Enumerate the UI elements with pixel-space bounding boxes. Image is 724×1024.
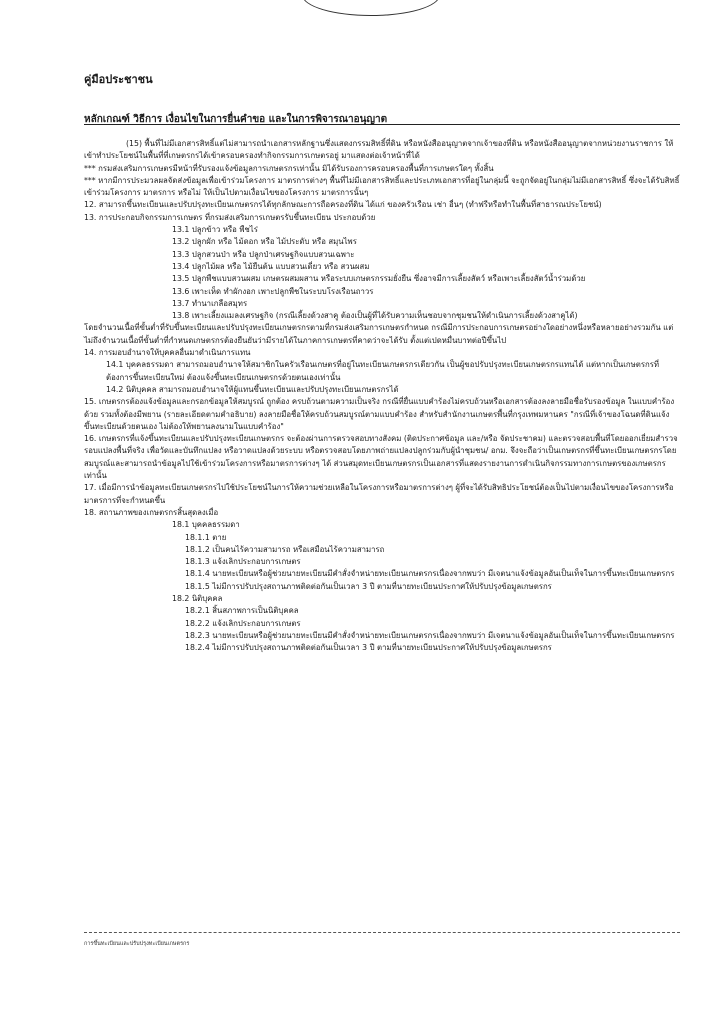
item-12: 12. สามารถขึ้นทะเบียนและปรับปรุงทะเบียนเกษตรกรได้ทุกลักษณะการถือครองที่ดิน ได้แก่ ของครัวเรือน เช่า อื่นๆ (ทำฟรีหรือทำในพื้นที่สาธารณประโยชน์) — [84, 200, 602, 210]
item-16: 16. เกษตรกรที่แจ้งขึ้นทะเบียนและปรับปรุงทะเบียนเกษตรกร จะต้องผ่านการตรวจสอบทางสังคม (ติดประกาศข้อมูล และ/หรือ จัดประชาคม) และตรวจสอบพื้นที่โดยออกเยี่ยมสำรวจรอบแปลงพื้นที่จริง เพื่อวัดและบันทึกแปลง หรือวาดแปลงด้วยระบบ หรือตรวจสอบโดยภาพถ่ายแปลงปลูกร่วมกับผู้นำชุมชน/ อกม. จึงจะถือว่าเป็นเกษตรกรที่ขึ้นทะเบียนเกษตรกรโดยสมบูรณ์และสามารถนำข้อมูลไปใช้เข้าร่วมโครงการหรือมาตรการต่างๆ ได้ ส่วนสมุดทะเบียนเกษตรกรเป็นเอกสารที่แสดงรายงานการดำเนินกิจกรรมทางการเกษตรของเกษตรกรเท่านั้น — [84, 434, 678, 481]
item-18-2-4: 18.2.4 ไม่มีการปรับปรุงสถานภาพติดต่อกันเป็นเวลา 3 ปี ตามที่นายทะเบียนประกาศให้ปรับปรุงข้อมูลเกษตรกร — [185, 643, 552, 653]
header-divider — [84, 124, 680, 125]
item-13-5: 13.5 ปลูกพืชแบบสวนผสม เกษตรผสมผสาน หรือระบบเกษตรกรรมยั่งยืน ซึ่งอาจมีการเลี้ยงสัตว์ หรือเพาะเลี้ยงสัตว์น้ำร่วมด้วย — [172, 274, 586, 284]
item-13-6: 13.6 เพาะเห็ด ทำผักงอก เพาะปลูกพืชในระบบโรงเรือนถาวร — [172, 286, 374, 296]
item-18-1-2: 18.1.2 เป็นคนไร้ความสามารถ หรือเสมือนไร้ความสามารถ — [185, 544, 385, 554]
item-18-1-4: 18.1.4 นายทะเบียนหรือผู้ช่วยนายทะเบียนมีคำสั่งจำหน่ายทะเบียนเกษตรกรเนื่องจากพบว่า มีเจตนาแจ้งข้อมูลอันเป็นเท็จในการขึ้นทะเบียนเกษตรกร — [185, 569, 675, 579]
item-13-4: 13.4 ปลูกไม้ผล หรือ ไม้ยืนต้น แบบสวนเดี่ยว หรือ สวนผสม — [172, 261, 370, 271]
item-18-2-3: 18.2.3 นายทะเบียนหรือผู้ช่วยนายทะเบียนมีคำสั่งจำหน่ายทะเบียนเกษตรกรเนื่องจากพบว่า มีเจตนาแจ้งข้อมูลอันเป็นเท็จในการขึ้นทะเบียนเกษตรกร — [185, 630, 675, 640]
item-14-1: 14.1 บุคคลธรรมดา สามารถมอบอำนาจให้สมาชิกในครัวเรือนเกษตรที่อยู่ในทะเบียนเกษตรกรเดียวกัน เป็นผู้ขอปรับปรุงทะเบียนเกษตรกรแทนได้ แต่หากเป็นเกษตรกรที่ต้องการขึ้นทะเบียนใหม่ ต้องแจ้งขึ้นทะเบียนเกษตรกรด้วยตนเองเท่านั้น — [106, 360, 660, 382]
page-header-title: คู่มือประชาชน — [84, 73, 153, 86]
item-13-3: 13.3 ปลูกสวนป่า หรือ ปลูกป่าเศรษฐกิจแบบสวนเฉพาะ — [172, 249, 355, 259]
item-18-2-1: 18.2.1 สิ้นสภาพการเป็นนิติบุคคล — [185, 606, 299, 616]
page-subheader: หลักเกณฑ์ วิธีการ เงื่อนไขในการยื่นคำขอ และในการพิจารณาอนุญาต — [84, 114, 388, 125]
item-17: 17. เมื่อมีการนำข้อมูลทะเบียนเกษตรกรไปใช้ประโยชน์ในการให้ความช่วยเหลือในโครงการหรือมาตรการต่างๆ ผู้ที่จะได้รับสิทธิประโยชน์ต้องเป็นไปตามเงื่อนไขของโครงการหรือมาตรการที่จะกำหนดขึ้น — [84, 483, 674, 505]
footer-divider — [84, 932, 680, 933]
page-top-decoration — [302, 0, 440, 16]
item-18-1-3: 18.1.3 แจ้งเลิกประกอบการเกษตร — [185, 557, 301, 567]
footer-text: การขึ้นทะเบียนและปรับปรุงทะเบียนเกษตรกร — [84, 941, 190, 947]
paragraph-15: (15) พื้นที่ไม่มีเอกสารสิทธิ์แต่ไม่สามารถนำเอกสารหลักฐานซึ่งแสดงกรรมสิทธิ์ที่ดิน หรือหนังสืออนุญาตจากเจ้าของที่ดิน หรือหนังสืออนุญาตจากหน่วยงานราชการ ให้เข้าทำประโยชน์ในพื้นที่ที่เกษตรกรได้เข้าครอบครองทำกิจกรรมการเกษตรอยู่ มาแสดงต่อเจ้าหน้าที่ได้ — [84, 139, 674, 161]
item-18-1-5: 18.1.5 ไม่มีการปรับปรุงสถานภาพติดต่อกันเป็นเวลา 3 ปี ตามที่นายทะเบียนประกาศให้ปรับปรุงข้อมูลเกษตรกร — [185, 581, 552, 591]
item-13: 13. การประกอบกิจกรรมการเกษตร ที่กรมส่งเสริมการเกษตรรับขึ้นทะเบียน ประกอบด้วย — [84, 212, 376, 222]
item-13-8: 13.8 เพาะเลี้ยงแมลงเศรษฐกิจ (กรณีเลี้ยงด้วงสาคู ต้องเป็นผู้ที่ได้รับความเห็นชอบจากชุมชนให้ดำเนินการเลี้ยงด้วงสาคูได้) — [172, 311, 578, 321]
item-18-1-1: 18.1.1 ตาย — [185, 532, 227, 542]
item-14-2: 14.2 นิติบุคคล สามารถมอบอำนาจให้ผู้แทนขึ้นทะเบียนและปรับปรุงทะเบียนเกษตรกรได้ — [106, 384, 399, 394]
item-14: 14. การมอบอำนาจให้บุคคลอื่นมาดำเนินการแทน — [84, 348, 251, 358]
item-18: 18. สถานภาพของเกษตรกรสิ้นสุดลงเมื่อ — [84, 507, 219, 517]
item-18-1: 18.1 บุคคลธรรมดา — [172, 520, 240, 530]
item-18-2: 18.2 นิติบุคคล — [172, 593, 223, 603]
item-18-2-2: 18.2.2 แจ้งเลิกประกอบการเกษตร — [185, 618, 301, 628]
item-13-1: 13.1 ปลูกข้าว หรือ พืชไร่ — [172, 225, 258, 235]
item-13-note: โดยจำนวนเนื้อที่ขั้นต่ำที่รับขึ้นทะเบียนและปรับปรุงทะเบียนเกษตรกรตามที่กรมส่งเสริมการเกษตรกำหนด กรณีมีการประกอบการเกษตรอย่างใดอย่างหนึ่งหรือหลายอย่างรวมกัน แต่ไม่ถึงจำนวนเนื้อที่ขั้นต่ำที่กำหนดเกษตรกรต้องยืนยันว่ามีรายได้ในภาคการเกษตรที่คาดว่าจะได้รับ ตั้งแต่เปดหมื่นบาทต่อปีขึ้นไป — [84, 323, 674, 345]
document-body — [84, 138, 680, 654]
item-13-2: 13.2 ปลูกผัก หรือ ไม้ดอก หรือ ไม้ประดับ หรือ สมุนไพร — [172, 237, 357, 247]
note-1: *** กรมส่งเสริมการเกษตรมีหน้าที่รับรองแจ้งข้อมูลการเกษตรกรเท่านั้น มิได้รับรองการครอบครองพื้นที่การเกษตรใดๆ ทั้งสิ้น — [84, 163, 494, 173]
item-15: 15. เกษตรกรต้องแจ้งข้อมูลและกรอกข้อมูลให้สมบูรณ์ ถูกต้อง ครบถ้วนตามความเป็นจริง กรณีที่ยื่นแบบคำร้องไม่ครบถ้วนหรือเอกสารต้องลงลายมือชื่อรับรองข้อมูล ในแบบคำร้องด้วย รวมทั้งต้องมีพยาน (รายละเอียดตามคำอธิบาย) ลงลายมือชื่อให้ครบถ้วนสมบูรณ์ตามแบบคำร้อง สำหรับสำนักงานเกษตรพื้นที่กรุงเทพมหานคร "กรณีที่เจ้าของโฉนดที่ดินแจ้งขึ้นทะเบียนด้วยตนเอง ไม่ต้องให้พยานลงนามในแบบคำร้อง" — [84, 397, 675, 431]
note-2: *** หากมีการประมวลผลจัดส่งข้อมูลเพื่อเข้าร่วมโครงการ มาตรการต่างๆ พื้นที่ไม่มีเอกสารสิทธิ์และประเภทเอกสารที่อยู่ในกลุ่มนี้ จะถูกจัดอยู่ในกลุ่มไม่มีเอกสารสิทธิ์ ซึ่งจะได้รับสิทธิ์เข้าร่วมโครงการ มาตรการ หรือไม่ ให้เป็นไปตามเงื่อนไขของโครงการ มาตรการนั้นๆ — [84, 175, 680, 198]
item-13-7: 13.7 ทำนาเกลือสมุทร — [172, 298, 248, 308]
